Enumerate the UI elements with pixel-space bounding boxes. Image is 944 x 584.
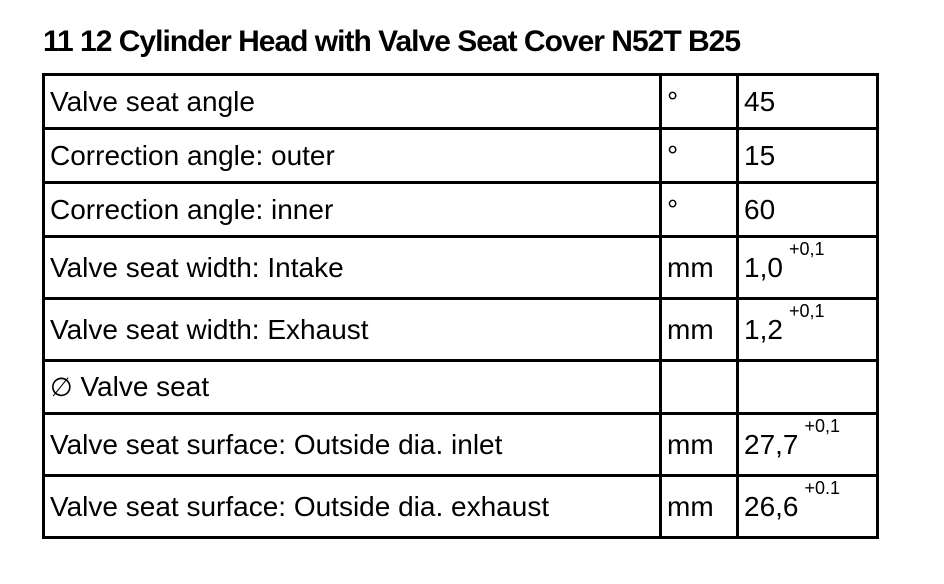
row-value: 15 [738, 129, 878, 183]
row-label: Valve seat angle [44, 75, 661, 129]
row-value: 26,6 [744, 490, 799, 522]
table-row [44, 414, 878, 476]
table-row [44, 75, 878, 129]
row-label: Valve seat surface: Outside dia. inlet [44, 414, 661, 476]
row-unit: mm [661, 476, 738, 538]
table-row [44, 129, 878, 183]
row-value-cell [738, 476, 878, 538]
table-row [44, 361, 878, 414]
row-value: 1,2 [744, 313, 783, 345]
table-row [44, 237, 878, 299]
row-unit: mm [661, 237, 738, 299]
row-unit: mm [661, 414, 738, 476]
row-label: Correction angle: inner [44, 183, 661, 237]
row-tolerance: +0.1 [804, 477, 841, 498]
row-label: Valve seat width: Intake [44, 237, 661, 299]
row-label: Valve seat surface: Outside dia. exhaust [44, 476, 661, 538]
row-unit: mm [661, 299, 738, 361]
row-unit: ° [661, 183, 738, 237]
document-title: 11 12 Cylinder Head with Valve Seat Cover N52T B25 [43, 25, 741, 58]
table-row [44, 183, 878, 237]
row-value-cell [738, 237, 878, 299]
row-unit: ° [661, 75, 738, 129]
row-value: 60 [738, 183, 878, 237]
row-value: 27,7 [744, 428, 799, 460]
table-row [44, 476, 878, 538]
row-value [738, 361, 878, 414]
row-unit [661, 361, 738, 414]
diameter-icon: ∅ [50, 372, 73, 402]
row-tolerance: +0,1 [788, 238, 825, 259]
row-tolerance: +0,1 [804, 415, 841, 436]
row-value-cell [738, 299, 878, 361]
specification-table [42, 73, 879, 539]
row-value: 45 [738, 75, 878, 129]
row-label: Correction angle: outer [44, 129, 661, 183]
row-value: 1,0 [744, 251, 783, 283]
row-unit: ° [661, 129, 738, 183]
row-label: Valve seat width: Exhaust [44, 299, 661, 361]
table-row [44, 299, 878, 361]
row-label-cell [44, 361, 661, 414]
row-tolerance: +0,1 [788, 300, 825, 321]
row-value-cell [738, 414, 878, 476]
row-label: Valve seat [80, 371, 210, 402]
